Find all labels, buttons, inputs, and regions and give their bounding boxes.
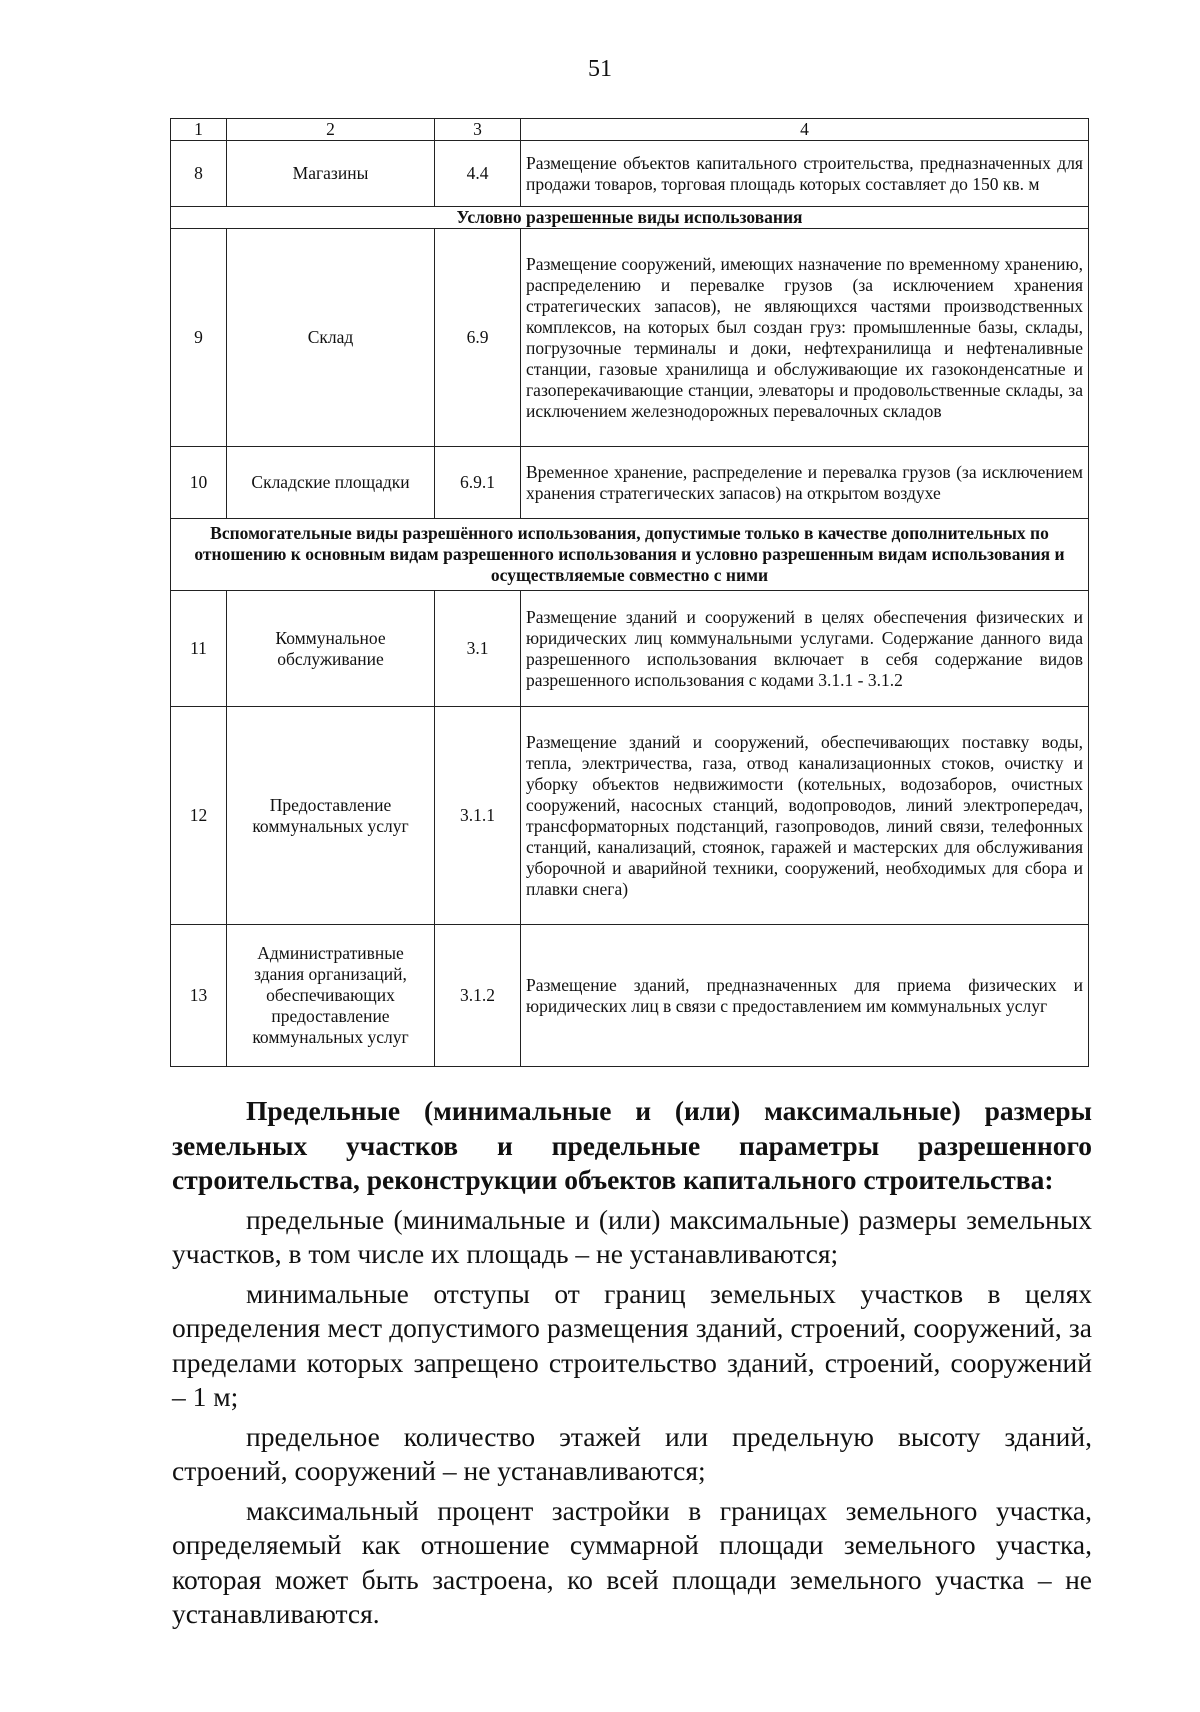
land-use-table xyxy=(170,118,1089,1067)
row-description: Временное хранение, распределение и перевалка грузов (за исключением хранения стратегических запасов) на открытом воздухе xyxy=(521,447,1089,519)
row-number: 8 xyxy=(171,141,227,207)
header-cell-number: 1 xyxy=(171,119,227,141)
row-code: 6.9 xyxy=(435,229,521,447)
row-code: 3.1 xyxy=(435,591,521,707)
row-name: Складские площадки xyxy=(227,447,435,519)
parameters-text xyxy=(172,1094,1092,1632)
parameter-paragraph: предельные (минимальные и (или) максимальные) размеры земельных участков, в том числе их площадь – не устанавливаются; xyxy=(172,1203,1092,1269)
row-number: 9 xyxy=(171,229,227,447)
parameter-paragraph: предельное количество этажей или предельную высоту зданий, строений, сооружений – не устанавливаются; xyxy=(172,1420,1092,1486)
table-row xyxy=(171,925,1089,1067)
section-title: Условно разрешенные виды использования xyxy=(171,207,1089,229)
section-row xyxy=(171,519,1089,591)
section-row xyxy=(171,207,1089,229)
row-description: Размещение сооружений, имеющих назначение по временному хранению, распределению и перевалке грузов (за исключением хранения стратегических запасов), не являющихся частями производственных комплексов, на которых был создан груз: промышленные базы, склады, погрузочные терминалы и доки, нефтехранилища и нефтеналивные станции, газовые хранилища и обслуживающие их газоконденсатные и газоперекачивающие станции, элеваторы и продовольственные склады, за исключением железнодорожных перевалочных складов xyxy=(521,229,1089,447)
table-row xyxy=(171,229,1089,447)
row-code: 6.9.1 xyxy=(435,447,521,519)
parameter-paragraph: максимальный процент застройки в границах земельного участка, определяемый как отношение суммарной площади земельного участка, которая может быть застроена, ко всей площади земельного участка – не устанавливаются. xyxy=(172,1494,1092,1629)
table-row xyxy=(171,141,1089,207)
row-code: 3.1.1 xyxy=(435,707,521,925)
row-code: 3.1.2 xyxy=(435,925,521,1067)
table-row xyxy=(171,707,1089,925)
table-row xyxy=(171,591,1089,707)
row-description: Размещение объектов капитального строительства, предназначенных для продажи товаров, торговая площадь которых составляет до 150 кв. м xyxy=(521,141,1089,207)
row-name: Административные здания организаций, обеспечивающих предоставление коммунальных услуг xyxy=(227,925,435,1067)
row-number: 11 xyxy=(171,591,227,707)
page-number: 51 xyxy=(588,56,612,82)
row-description: Размещение зданий, предназначенных для приема физических и юридических лиц в связи с предоставлением им коммунальных услуг xyxy=(521,925,1089,1067)
row-number: 12 xyxy=(171,707,227,925)
section-title: Вспомогательные виды разрешённого использования, допустимые только в качестве дополнительных по отношению к основным видам разрешенного использования и условно разрешенным видам использования и осуществляемые совместно с ними xyxy=(171,519,1089,591)
header-cell-name: 2 xyxy=(227,119,435,141)
row-name: Магазины xyxy=(227,141,435,207)
row-name: Коммунальное обслуживание xyxy=(227,591,435,707)
table-header-row xyxy=(171,119,1089,141)
row-name: Склад xyxy=(227,229,435,447)
header-cell-description: 4 xyxy=(521,119,1089,141)
row-number: 13 xyxy=(171,925,227,1067)
row-description: Размещение зданий и сооружений в целях обеспечения физических и юридических лиц коммунальными услугами. Содержание данного вида разрешенного использования включает в себя содержание видов разрешенного использования с кодами 3.1.1 - 3.1.2 xyxy=(521,591,1089,707)
row-code: 4.4 xyxy=(435,141,521,207)
header-cell-code: 3 xyxy=(435,119,521,141)
parameters-heading: Предельные (минимальные и (или) максимальные) размеры земельных участков и предельные параметры разрешенного строительства, реконструкции объектов капитального строительства: xyxy=(172,1095,1092,1195)
parameter-paragraph: минимальные отступы от границ земельных участков в целях определения мест допустимого размещения зданий, строений, сооружений, за пределами которых запрещено строительство зданий, строений, сооружений – 1 м; xyxy=(172,1277,1092,1412)
row-description: Размещение зданий и сооружений, обеспечивающих поставку воды, тепла, электричества, газа, отвод канализационных стоков, очистку и уборку объектов недвижимости (котельных, водозаборов, очистных сооружений, насосных станций, водопроводов, линий электропередач, трансформаторных подстанций, газопроводов, линий связи, телефонных станций, канализаций, стоянок, гаражей и мастерских для обслуживания уборочной и аварийной техники, сооружений, необходимых для сбора и плавки снега) xyxy=(521,707,1089,925)
row-name: Предоставление коммунальных услуг xyxy=(227,707,435,925)
table-row xyxy=(171,447,1089,519)
row-number: 10 xyxy=(171,447,227,519)
